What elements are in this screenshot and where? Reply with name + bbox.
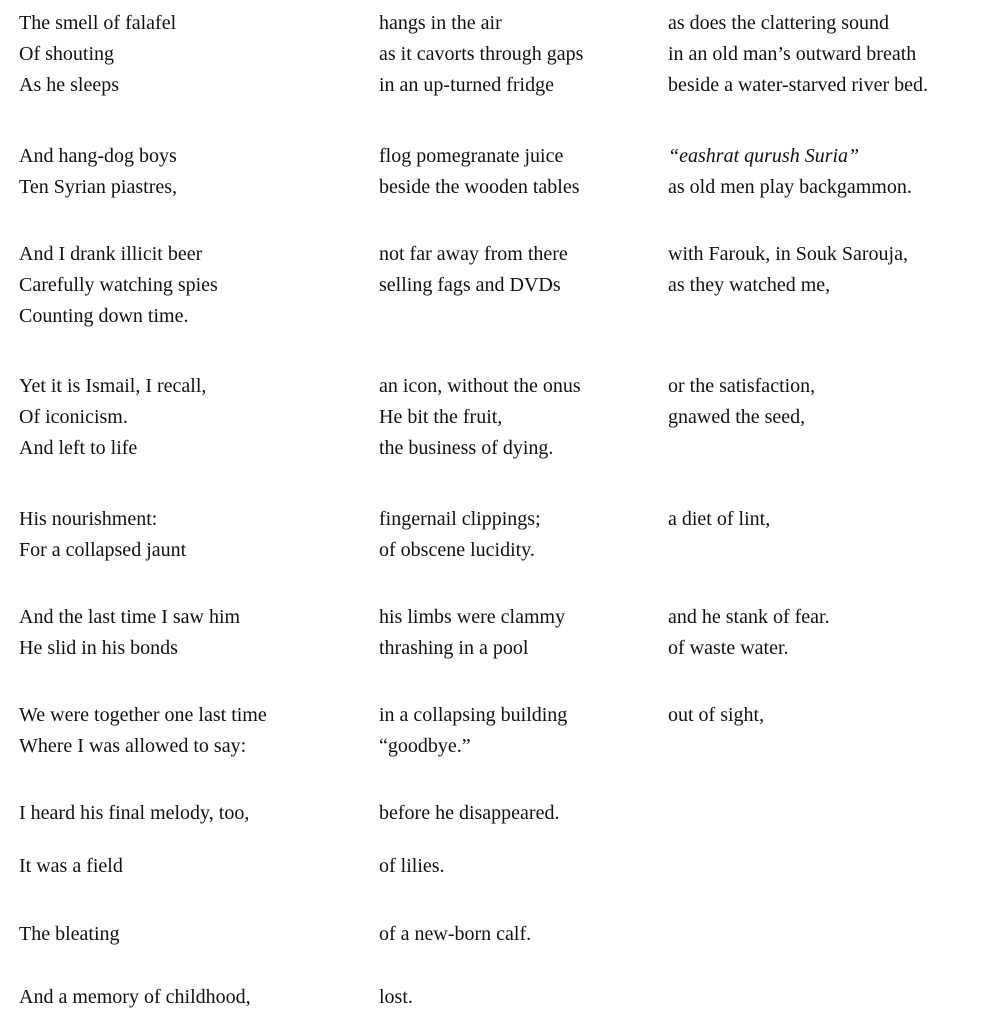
stanza-4-line-2-col-1: Of iconicism. — [19, 406, 128, 428]
stanza-10-line-1-col-1: The bleating — [19, 923, 120, 945]
stanza-5-line-2-col-2: of obscene lucidity. — [379, 539, 535, 561]
stanza-5-line-2-col-1: For a collapsed jaunt — [19, 539, 187, 561]
stanza-1-line-3-col-1: As he sleeps — [19, 74, 119, 96]
stanza-6-line-1-col-3: and he stank of fear. — [668, 606, 830, 628]
stanza-6-line-2-col-2: thrashing in a pool — [379, 637, 529, 659]
stanza-8-line-1-col-2: before he disappeared. — [379, 802, 560, 824]
stanza-2-line-1-col-3: “eashrat qurush Suria” — [668, 145, 860, 167]
stanza-5-line-1-col-2: fingernail clippings; — [379, 508, 541, 530]
stanza-1-line-1-col-3: as does the clattering sound — [668, 12, 890, 34]
stanza-1-line-1-col-2: hangs in the air — [379, 12, 502, 34]
stanza-7-line-2-col-2: “goodbye.” — [379, 735, 471, 757]
stanza-5-line-1-col-1: His nourishment: — [19, 508, 158, 530]
stanza-1-line-3-col-3: beside a water-starved river bed. — [668, 74, 929, 96]
stanza-3-line-1-col-2: not far away from there — [379, 243, 568, 265]
stanza-7-line-1-col-2: in a collapsing building — [379, 704, 568, 726]
stanza-1-line-2-col-1: Of shouting — [19, 43, 114, 65]
stanza-4-line-1-col-3: or the satisfaction, — [668, 375, 816, 397]
stanza-8-line-1-col-1: I heard his final melody, too, — [19, 802, 250, 824]
stanza-4-line-2-col-3: gnawed the seed, — [668, 406, 806, 428]
stanza-11-line-1-col-1: And a memory of childhood, — [19, 986, 251, 1008]
stanza-3-line-3-col-1: Counting down time. — [19, 305, 189, 327]
stanza-1-line-2-col-3: in an old man’s outward breath — [668, 43, 917, 65]
stanza-7-line-2-col-1: Where I was allowed to say: — [19, 735, 247, 757]
stanza-2-line-1-col-1: And hang-dog boys — [19, 145, 177, 167]
stanza-4-line-2-col-2: He bit the fruit, — [379, 406, 503, 428]
stanza-3-line-2-col-3: as they watched me, — [668, 274, 831, 296]
stanza-2-line-1-col-2: flog pomegranate juice — [379, 145, 564, 167]
stanza-6-line-2-col-3: of waste water. — [668, 637, 789, 659]
stanza-11-line-1-col-2: lost. — [379, 986, 413, 1008]
stanza-4-line-3-col-1: And left to life — [19, 437, 138, 459]
stanza-9-line-1-col-1: It was a field — [19, 855, 123, 877]
stanza-9-line-1-col-2: of lilies. — [379, 855, 445, 877]
stanza-6-line-1-col-2: his limbs were clammy — [379, 606, 566, 628]
stanza-6-line-1-col-1: And the last time I saw him — [19, 606, 241, 628]
stanza-3-line-1-col-1: And I drank illicit beer — [19, 243, 203, 265]
stanza-2-line-2-col-3: as old men play backgammon. — [668, 176, 912, 198]
stanza-1-line-2-col-2: as it cavorts through gaps — [379, 43, 584, 65]
stanza-4-line-1-col-2: an icon, without the onus — [379, 375, 581, 397]
stanza-7-line-1-col-1: We were together one last time — [19, 704, 267, 726]
stanza-1-line-1-col-1: The smell of falafel — [19, 12, 177, 34]
stanza-6-line-2-col-1: He slid in his bonds — [19, 637, 178, 659]
stanza-1-line-3-col-2: in an up-turned fridge — [379, 74, 554, 96]
stanza-4-line-3-col-2: the business of dying. — [379, 437, 554, 459]
stanza-10-line-1-col-2: of a new-born calf. — [379, 923, 532, 945]
stanza-2-line-2-col-1: Ten Syrian piastres, — [19, 176, 178, 198]
stanza-4-line-1-col-1: Yet it is Ismail, I recall, — [19, 375, 207, 397]
stanza-3-line-1-col-3: with Farouk, in Souk Sarouja, — [668, 243, 908, 265]
stanza-5-line-1-col-3: a diet of lint, — [668, 508, 771, 530]
stanza-2-line-2-col-2: beside the wooden tables — [379, 176, 580, 198]
stanza-3-line-2-col-1: Carefully watching spies — [19, 274, 218, 296]
stanza-7-line-1-col-3: out of sight, — [668, 704, 765, 726]
stanza-3-line-2-col-2: selling fags and DVDs — [379, 274, 561, 296]
